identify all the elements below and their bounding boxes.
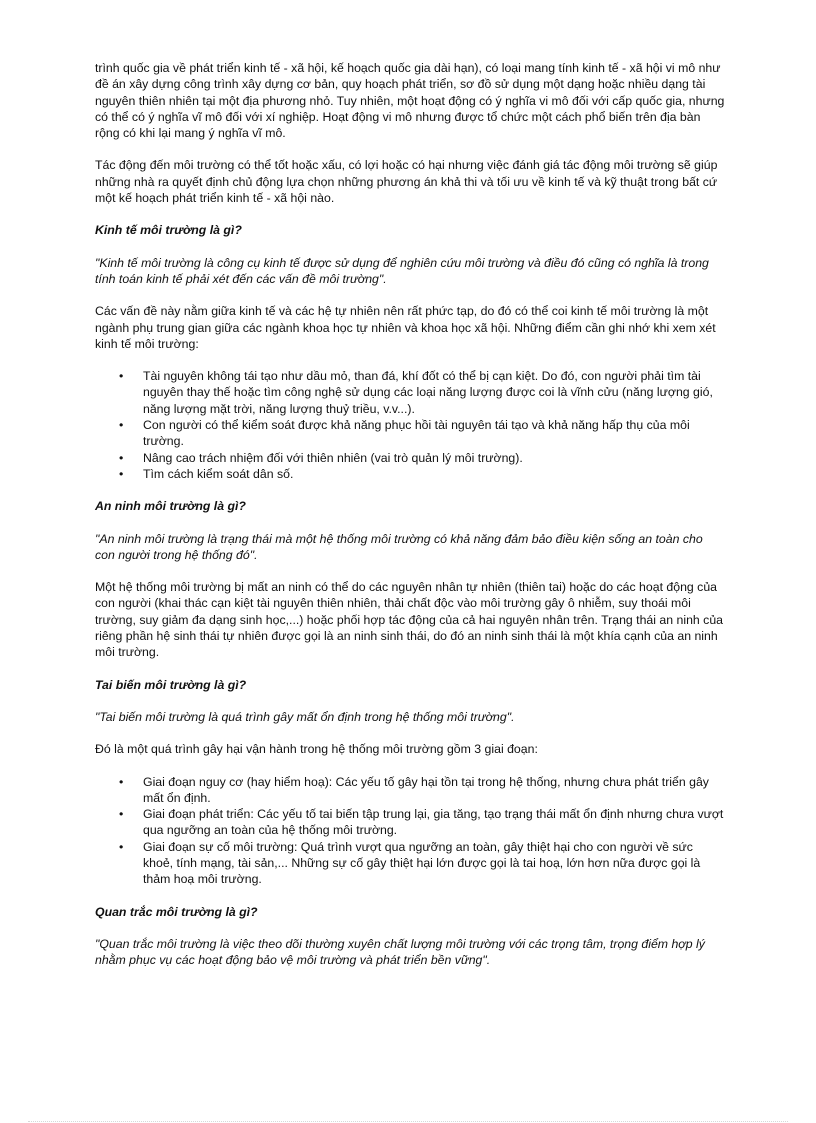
list-hazard-stages [95, 774, 725, 888]
heading-monitoring: Quan trắc môi trường là gì? [95, 904, 258, 919]
list-item: • Giai đoạn nguy cơ (hay hiểm hoạ): Các yếu tố gây hại tồn tại trong hệ thống, nhưng chưa phát triển gây mất ổn định. [119, 774, 709, 805]
list-item: • Nâng cao trách nhiệm đối với thiên nhiên (vai trò quản lý môi trường). [119, 450, 523, 465]
paragraph-economics: Các vấn đề này nằm giữa kinh tế và các hệ tự nhiên nên rất phức tạp, do đó có thể coi kinh tế môi trường là một ngành phụ trung gian giữa các ngành khoa học tự nhiên và khoa học xã hội. Những điểm cần ghi nhớ khi xem xét kinh tế môi trường: [95, 304, 716, 351]
list-item: • Tài nguyên không tái tạo như dầu mỏ, than đá, khí đốt có thể bị cạn kiệt. Do đó, con người phải tìm tài nguyên thay thế hoặc tìm công nghệ sử dụng các loại năng lượng được coi là vĩnh cửu (năng lượng gió, năng lượng mặt trời, năng lượng thuỷ triều, v.v...). [119, 369, 713, 416]
bullet-icon: • [119, 807, 124, 822]
heading-hazard: Tai biến môi trường là gì? [95, 677, 247, 692]
list-item: • Giai đoạn phát triển: Các yếu tố tai biến tập trung lại, gia tăng, tạo trạng thái mất ổn định nhưng chưa vượt qua ngưỡng an toàn của hệ thống môi trường. [119, 807, 724, 838]
quote-security: "An ninh môi trường là trạng thái mà một hệ thống môi trường có khả năng đảm bảo điều kiện sống an toàn cho con người trong hệ thống đó". [95, 531, 703, 562]
paragraph-security: Một hệ thống môi trường bị mất an ninh có thể do các nguyên nhân tự nhiên (thiên tai) hoặc do các hoạt động của con người (khai thác cạn kiệt tài nguyên thiên nhiên, thải chất độc vào môi trường gây ô nhiễm, suy thoái môi trường, suy giảm đa dạng sinh học,...) hoặc phối hợp tác động của cả hai nguyên nhân trên. Trạng thái an ninh của riêng phần hệ sinh thái tự nhiên được gọi là an ninh sinh thái, do đó an ninh sinh thái là một khía cạnh của an ninh môi trường. [95, 580, 723, 660]
quote-hazard: "Tai biến môi trường là quá trình gây mất ổn định trong hệ thống môi trường". [95, 709, 515, 724]
paragraph-impact: Tác động đến môi trường có thể tốt hoặc xấu, có lợi hoặc có hại nhưng việc đánh giá tác động môi trường sẽ giúp những nhà ra quyết định chủ động lựa chọn những phương án khả thi và tối ưu về kinh tế và kỹ thuật trong bất cứ một kế hoạch phát triển kinh tế - xã hội nào. [95, 158, 718, 206]
bullet-icon: • [119, 369, 124, 384]
heading-security: An ninh môi trường là gì? [95, 499, 246, 514]
bullet-icon: • [119, 450, 124, 465]
heading-economics: Kinh tế môi trường là gì? [95, 223, 242, 238]
list-item: • Giai đoạn sự cố môi trường: Quá trình vượt qua ngưỡng an toàn, gây thiệt hại cho con người về sức khoẻ, tính mạng, tài sản,... Những sự cố gây thiệt hại lớn được gọi là tai hoạ, lớn hơn nữa được gọi là thảm hoạ môi trường. [119, 839, 701, 887]
list-economics [95, 368, 725, 482]
document-page [95, 60, 725, 984]
quote-monitoring: "Quan trắc môi trường là việc theo dõi thường xuyên chất lượng môi trường với các trọng tâm, trọng điểm hợp lý nhằm phục vụ các hoạt động bảo vệ môi trường và phát triển bền vững". [95, 936, 705, 968]
paragraph-macro-micro: trình quốc gia về phát triển kinh tế - xã hội, kế hoạch quốc gia dài hạn), có loại mang tính kinh tế - xã hội vi mô như đề án xây dựng công trình xây dựng cơ bản, quy hoạch phát triển, sơ đồ sử dụng một dạng hoặc nhiều dạng tài nguyên thiên nhiên tại một địa phương nhỏ. Tuy nhiên, một hoạt động có ý nghĩa vi mô đối với cấp quốc gia, nhưng có thể có ý nghĩa vĩ mô đối với xí nghiệp. Hoạt động vi mô nhưng được tổ chức một cách phổ biến trên địa bàn rộng có khi lại mang ý nghĩa vĩ mô. [95, 61, 725, 141]
quote-economics: "Kinh tế môi trường là công cụ kinh tế được sử dụng để nghiên cứu môi trường và điều đó cũng có nghĩa là trong tính toán kinh tế phải xét đến các vấn đề môi trường". [95, 255, 709, 286]
bullet-icon: • [119, 774, 124, 789]
bullet-icon: • [119, 839, 124, 854]
bullet-icon: • [119, 418, 124, 433]
paragraph-hazard: Đó là một quá trình gây hại vận hành trong hệ thống môi trường gồm 3 giai đoạn: [95, 742, 538, 757]
list-item: • Con người có thể kiểm soát được khả năng phục hồi tài nguyên tái tạo và khả năng hấp thụ của môi trường. [119, 418, 690, 449]
bullet-icon: • [119, 466, 124, 481]
page-bottom-divider [28, 1121, 788, 1122]
list-item: • Tìm cách kiểm soát dân số. [119, 466, 294, 481]
